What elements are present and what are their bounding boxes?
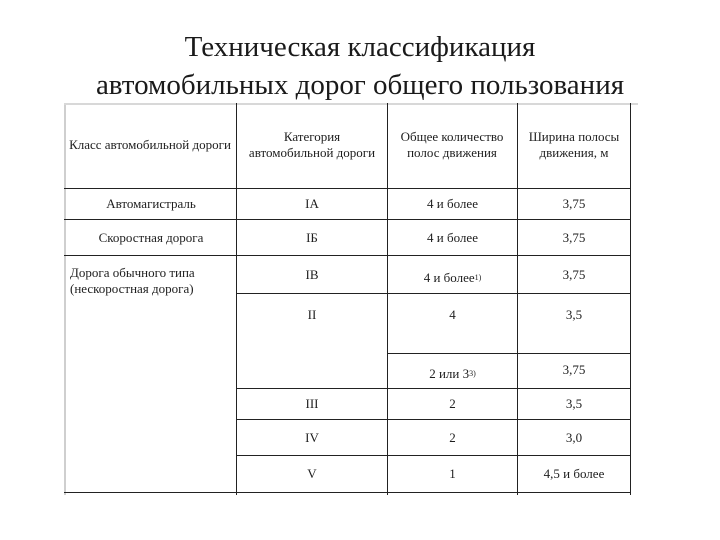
title-line-2: автомобильных дорог общего пользования [95, 69, 625, 101]
grid-line [64, 492, 631, 493]
grid-line [630, 103, 631, 495]
header-lane-width: Ширина полосы движения, м [528, 129, 620, 160]
cell-category-ia: IA [305, 196, 319, 211]
header-road-class: Класс автомобильной дороги [69, 137, 231, 152]
cell-lanes-ia: 4 и более [427, 196, 478, 211]
classification-table [64, 103, 638, 495]
header-category: Категория автомобильной дороги [248, 129, 376, 160]
cell-width-ii-b: 3,75 [562, 362, 586, 377]
cell-width-iii: 3,5 [565, 396, 583, 411]
cell-lanes-iv-b [388, 263, 517, 293]
cell-width-iv-b: 3,75 [562, 267, 586, 282]
cell-category-iii: III [305, 396, 319, 411]
grid-line [236, 293, 631, 294]
footnote-marker: 1) [474, 273, 482, 282]
cell-category-ib: IБ [306, 229, 318, 245]
cell-category-iv: IV [305, 429, 319, 445]
cell-lanes-iii: 2 [449, 396, 456, 411]
cell-category-v: V [307, 466, 317, 481]
cell-lanes-v: 1 [449, 466, 456, 481]
lanes-value: 4 и более [423, 270, 475, 285]
title-line-1: Техническая классификация [184, 31, 536, 63]
grid-line [64, 255, 631, 256]
cell-class-ordinary: Дорога обычного типа (нескоростная дорога) [70, 265, 195, 296]
cell-width-v: 4,5 и более [543, 466, 605, 481]
cell-class-motorway: Автомагистраль [106, 196, 196, 211]
lanes-value: 2 или 3 [429, 365, 470, 381]
header-lanes: Общее количество полос движения [400, 129, 504, 160]
cell-lanes-ii-b [388, 359, 517, 388]
footnote-marker: 3) [469, 368, 476, 378]
cell-lanes-ii-a: 4 [449, 307, 456, 322]
slide-title [0, 28, 720, 104]
cell-lanes-iv: 2 [449, 429, 456, 445]
table-top-edge [64, 103, 638, 105]
cell-width-ii-a: 3,5 [565, 307, 583, 322]
cell-width-ib: 3,75 [562, 229, 586, 245]
cell-width-ia: 3,75 [562, 196, 586, 211]
cell-category-iv-b: IВ [305, 267, 319, 282]
cell-width-iv: 3,0 [565, 429, 583, 445]
cell-class-expressway: Скоростная дорога [98, 229, 204, 245]
cell-category-ii: II [307, 307, 317, 322]
cell-lanes-ib: 4 и более [427, 229, 478, 245]
